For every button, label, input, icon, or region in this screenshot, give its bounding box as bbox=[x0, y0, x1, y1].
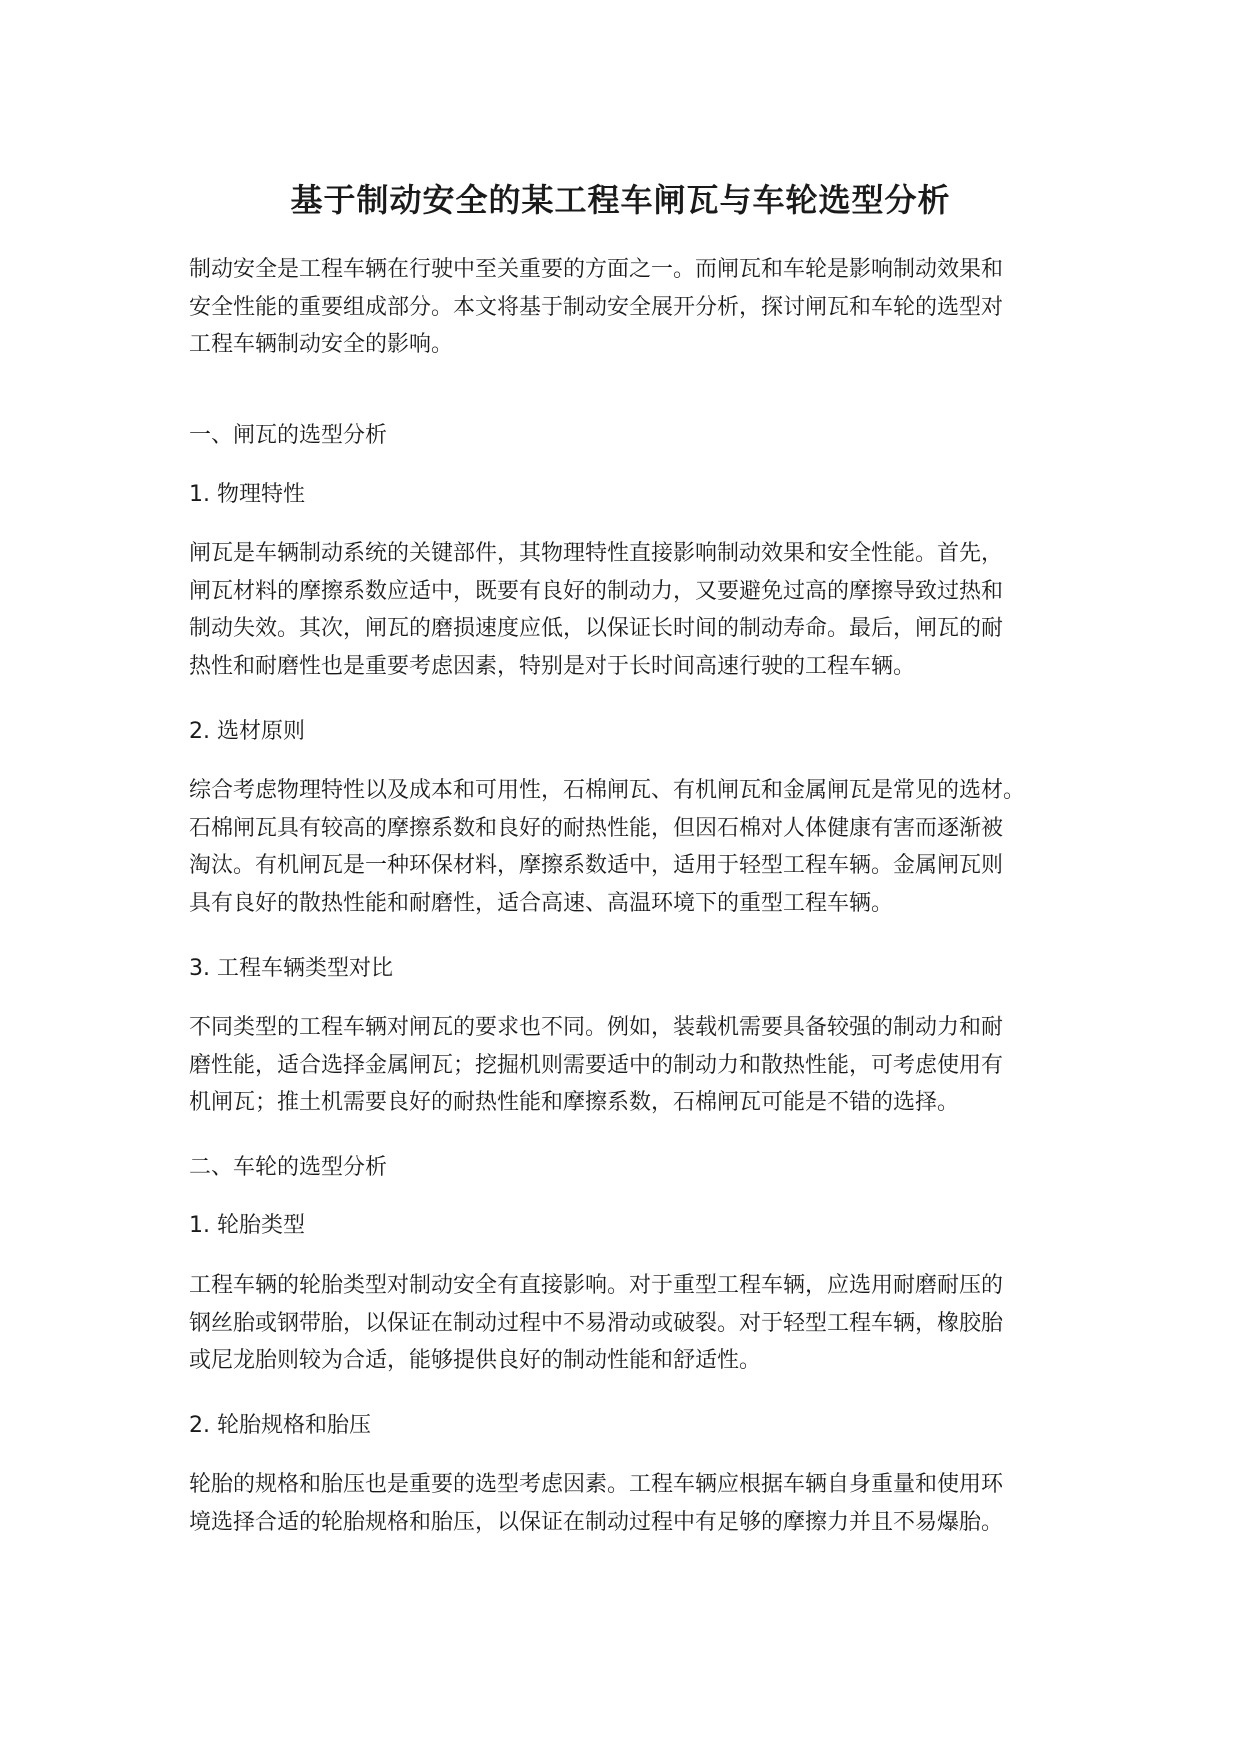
subheading-physical-properties: 1. 物理特性 bbox=[189, 482, 305, 507]
subheading-vehicle-type-comparison: 3. 工程车辆类型对比 bbox=[189, 956, 393, 981]
paragraph-line: 石棉闸瓦具有较高的摩擦系数和良好的耐热性能，但因石棉对人体健康有害而逐渐被 bbox=[189, 815, 1004, 841]
subheading-tire-spec-pressure: 2. 轮胎规格和胎压 bbox=[189, 1413, 371, 1438]
paragraph-line: 工程车辆的轮胎类型对制动安全有直接影响。对于重型工程车辆，应选用耐磨耐压的 bbox=[189, 1273, 1004, 1298]
paragraph-line: 闸瓦是车辆制动系统的关键部件，其物理特性直接影响制动效果和安全性能。首先， bbox=[189, 541, 1004, 566]
paragraph-line: 安全性能的重要组成部分。本文将基于制动安全展开分析，探讨闸瓦和车轮的选型对 bbox=[189, 294, 1004, 320]
paragraph-line: 境选择合适的轮胎规格和胎压，以保证在制动过程中有足够的摩擦力并且不易爆胎。 bbox=[189, 1509, 1004, 1535]
paragraph-line: 闸瓦材料的摩擦系数应适中，既要有良好的制动力，又要避免过高的摩擦导致过热和 bbox=[189, 578, 1004, 604]
paragraph-line: 淘汰。有机闸瓦是一种环保材料，摩擦系数适中，适用于轻型工程车辆。金属闸瓦则 bbox=[189, 853, 1004, 878]
paragraph-line: 钢丝胎或钢带胎，以保证在制动过程中不易滑动或破裂。对于轻型工程车辆，橡胶胎 bbox=[189, 1310, 1004, 1336]
paragraph-line: 轮胎的规格和胎压也是重要的选型考虑因素。工程车辆应根据车辆自身重量和使用环 bbox=[189, 1472, 1004, 1497]
paragraph-line: 不同类型的工程车辆对闸瓦的要求也不同。例如，装载机需要具备较强的制动力和耐 bbox=[189, 1015, 1004, 1040]
section-heading-wheel: 二、车轮的选型分析 bbox=[189, 1155, 388, 1180]
section-heading-brake-shoe: 一、闸瓦的选型分析 bbox=[189, 423, 388, 448]
material-principles-paragraph bbox=[189, 772, 1069, 922]
tire-type-paragraph bbox=[189, 1267, 1069, 1380]
paragraph-line: 热性和耐磨性也是重要考虑因素，特别是对于长时间高速行驶的工程车辆。 bbox=[189, 653, 916, 679]
subheading-tire-type: 1. 轮胎类型 bbox=[189, 1213, 305, 1238]
paragraph-line: 机闸瓦；推土机需要良好的耐热性能和摩擦系数，石棉闸瓦可能是不错的选择。 bbox=[189, 1090, 960, 1115]
paragraph-line: 制动失效。其次，闸瓦的磨损速度应低，以保证长时间的制动寿命。最后，闸瓦的耐 bbox=[189, 616, 1004, 641]
paragraph-line: 工程车辆制动安全的影响。 bbox=[189, 332, 454, 357]
paragraph-line: 综合考虑物理特性以及成本和可用性，石棉闸瓦、有机闸瓦和金属闸瓦是常见的选材。 bbox=[189, 778, 1026, 803]
vehicle-type-comparison-paragraph bbox=[189, 1009, 1069, 1122]
paragraph-line: 磨性能，适合选择金属闸瓦；挖掘机则需要适中的制动力和散热性能，可考虑使用有 bbox=[189, 1052, 1004, 1078]
document-title: 基于制动安全的某工程车闸瓦与车轮选型分析 bbox=[290, 181, 951, 219]
tire-spec-pressure-paragraph bbox=[189, 1466, 1069, 1541]
intro-paragraph bbox=[189, 251, 1069, 364]
physical-properties-paragraph bbox=[189, 535, 1069, 685]
paragraph-line: 具有良好的散热性能和耐磨性，适合高速、高温环境下的重型工程车辆。 bbox=[189, 890, 894, 916]
paragraph-line: 制动安全是工程车辆在行驶中至关重要的方面之一。而闸瓦和车轮是影响制动效果和 bbox=[189, 257, 1004, 282]
subheading-material-principles: 2. 选材原则 bbox=[189, 719, 305, 744]
paragraph-line: 或尼龙胎则较为合适，能够提供良好的制动性能和舒适性。 bbox=[189, 1348, 762, 1373]
